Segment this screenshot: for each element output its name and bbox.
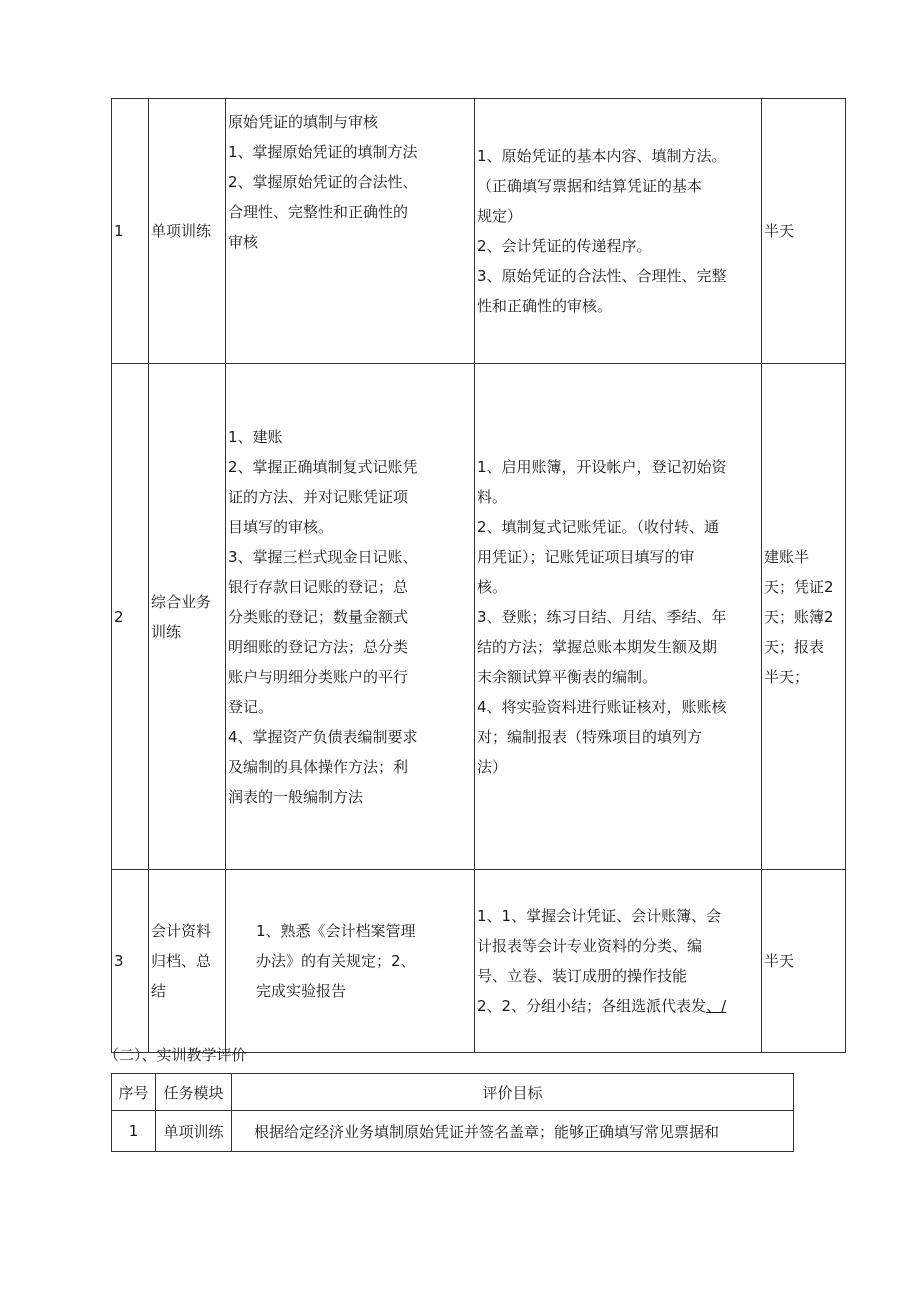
task-module: 单项训练 bbox=[156, 1111, 232, 1152]
time-line: 半天； bbox=[764, 667, 810, 686]
column-header: 任务模块 bbox=[156, 1074, 232, 1111]
content-line: 办法》的有关规定；2、 bbox=[256, 952, 416, 970]
requirement-line: 2、填制复式记账凭证。（收付转、通 bbox=[477, 517, 720, 536]
time-line: 天；凭证2 bbox=[764, 577, 834, 596]
content-line: 合理性、完整性和正确性的 bbox=[228, 203, 409, 221]
content-line: 原始凭证的填制与审核 bbox=[228, 113, 379, 131]
requirement-line: 末余额试算平衡表的编制。 bbox=[477, 667, 658, 686]
row-number: 1 bbox=[112, 1111, 156, 1152]
content-line: 2、掌握正确填制复式记账凭 bbox=[228, 457, 418, 476]
training-requirements bbox=[475, 870, 762, 1053]
requirement-line: 3、登账；练习日结、月结、季结、年 bbox=[477, 607, 727, 626]
content-line: 审核 bbox=[228, 233, 259, 251]
training-content bbox=[226, 870, 475, 1053]
content-line: 4、掌握资产负债表编制要求 bbox=[228, 727, 418, 746]
content-line: 目填写的审核。 bbox=[228, 517, 334, 536]
time-line: 天；账簿2 bbox=[764, 607, 834, 626]
content-line: 完成实验报告 bbox=[256, 982, 347, 1000]
row-number: 2 bbox=[112, 364, 149, 870]
content-line: 1、建账 bbox=[228, 427, 283, 446]
requirement-line: 用凭证）；记账凭证项目填写的审 bbox=[477, 547, 695, 566]
module-line: 综合业务 bbox=[151, 592, 212, 611]
time-allocation bbox=[762, 870, 846, 1053]
training-content bbox=[226, 364, 475, 870]
evaluation-goal: 根据给定经济业务填制原始凭证并签名盖章；能够正确填写常见票据和 bbox=[232, 1111, 794, 1152]
content-line: 证的方法、并对记账凭证项 bbox=[228, 487, 409, 506]
requirement-line: 核。 bbox=[477, 577, 508, 596]
column-header: 序号 bbox=[112, 1074, 156, 1111]
evaluation-table bbox=[111, 1073, 794, 1152]
training-content bbox=[226, 99, 475, 364]
task-module bbox=[149, 364, 226, 870]
table-header-row bbox=[112, 1074, 794, 1111]
requirement-line: 性和正确性的审核。 bbox=[477, 297, 613, 315]
content-line: 银行存款日记账的登记；总 bbox=[228, 577, 409, 596]
requirement-line: 1、启用账簿，开设帐户，登记初始资 bbox=[477, 457, 727, 476]
requirement-line: 结的方法；掌握总账本期发生额及期 bbox=[477, 637, 718, 656]
requirement-line: 4、将实验资料进行账证核对，账账核 bbox=[477, 697, 727, 716]
content-line: 1、熟悉《会计档案管理 bbox=[256, 922, 416, 940]
module-line: 训练 bbox=[151, 622, 182, 641]
requirement-line: 规定） bbox=[477, 207, 523, 225]
content-line: 登记。 bbox=[228, 697, 274, 716]
content-line: 及编制的具体操作方法；利 bbox=[228, 757, 409, 776]
requirement-line: 对；编制报表（特殊项目的填列方 bbox=[477, 727, 703, 746]
content-line: 1、掌握原始凭证的填制方法 bbox=[228, 143, 418, 161]
section-heading: （二）、实训教学评价 bbox=[104, 1046, 247, 1064]
requirement-line: 3、原始凭证的合法性、合理性、完整 bbox=[477, 267, 727, 285]
requirement-line: 1、1、掌握会计凭证、会计账簿、会 bbox=[477, 907, 722, 925]
module-line: 会计资料 bbox=[151, 922, 212, 940]
row-number: 1 bbox=[112, 99, 149, 364]
module-line: 归档、总 bbox=[151, 952, 212, 970]
requirement-line: 号、立卷、装订成册的操作技能 bbox=[477, 967, 688, 985]
requirement-text: 2、2、分组小结；各组选派代表发 bbox=[477, 997, 707, 1015]
requirement-line: （正确填写票据和结算凭证的基本 bbox=[477, 177, 703, 195]
requirement-line: 2、会计凭证的传递程序。 bbox=[477, 237, 652, 255]
content-line: 3、掌握三栏式现金日记账、 bbox=[228, 547, 418, 566]
content-line: 账户与明细分类账户的平行 bbox=[228, 667, 409, 686]
training-requirements bbox=[475, 364, 762, 870]
module-line: 结 bbox=[151, 982, 167, 1000]
time-line: 建账半 bbox=[764, 547, 810, 566]
requirement-line: 料。 bbox=[477, 487, 508, 506]
requirement-line: 法） bbox=[477, 757, 508, 776]
training-plan-table bbox=[111, 98, 846, 1053]
column-header: 评价目标 bbox=[232, 1074, 794, 1111]
requirement-line: 计报表等会计专业资料的分类、编 bbox=[477, 937, 703, 955]
content-line: 明细账的登记方法；总分类 bbox=[228, 637, 409, 656]
training-requirements bbox=[475, 99, 762, 364]
content-line: 润表的一般编制方法 bbox=[228, 787, 364, 806]
table-row bbox=[112, 1111, 794, 1152]
table-row bbox=[112, 364, 846, 870]
requirement-line bbox=[477, 991, 759, 1021]
requirement-line: 1、原始凭证的基本内容、填制方法。 bbox=[477, 147, 727, 165]
content-line: 分类账的登记；数量金额式 bbox=[228, 607, 409, 626]
table-row bbox=[112, 99, 846, 364]
table-row bbox=[112, 870, 846, 1053]
task-module: 单项训练 bbox=[149, 99, 226, 364]
task-module bbox=[149, 870, 226, 1053]
underlined-fragment: 、/ bbox=[706, 997, 727, 1015]
time-allocation bbox=[762, 364, 846, 870]
time-line: 半天 bbox=[764, 222, 795, 240]
content-line: 2、掌握原始凭证的合法性、 bbox=[228, 173, 418, 191]
row-number: 3 bbox=[112, 870, 149, 1053]
time-allocation bbox=[762, 99, 846, 364]
time-line: 天；报表 bbox=[764, 637, 825, 656]
time-line: 半天 bbox=[764, 952, 795, 970]
